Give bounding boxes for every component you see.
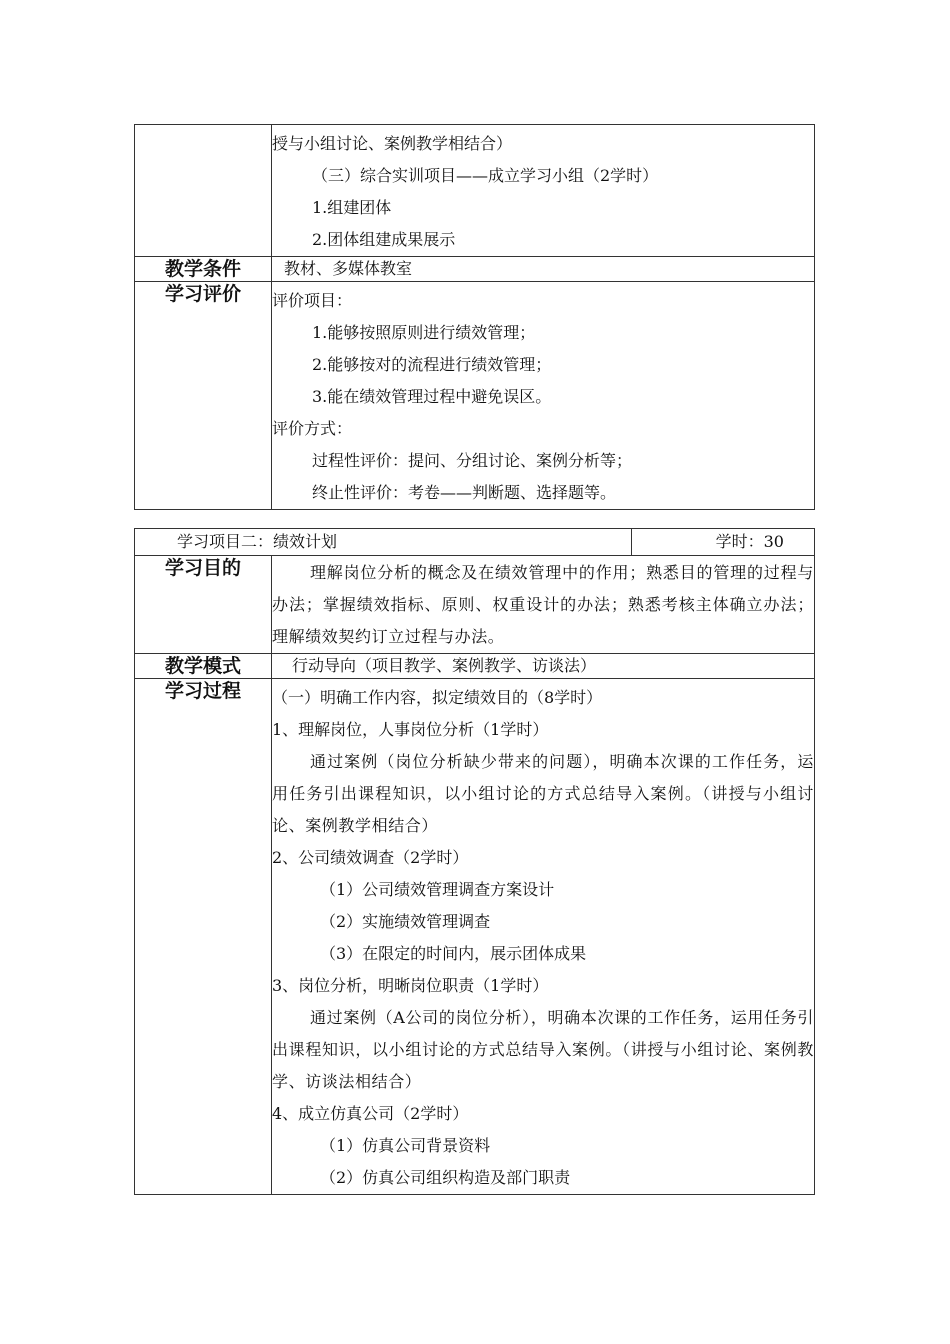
evaluation-methods-title: 评价方式：: [272, 419, 353, 438]
process-section-text: 通过案例（A公司的岗位分析），明确本次课的工作任务，运用任务引出课程知识，以小组讨论的方式总结导入案例。（讲授与小组讨论、案例教学、访谈法相结合）: [272, 1008, 814, 1091]
mode-label: 教学模式: [135, 654, 272, 679]
process-cell: [272, 679, 815, 1195]
process-section-title: 1、理解岗位，人事岗位分析（1学时）: [272, 720, 549, 739]
evaluation-items-title: 评价项目：: [272, 291, 353, 310]
continuation-row: [135, 125, 815, 257]
evaluation-item: 3.能在绩效管理过程中避免误区。: [312, 387, 552, 406]
objective-row: [135, 556, 815, 654]
objective-label: 学习目的: [135, 556, 272, 654]
project-title: 学习项目二：绩效计划: [135, 529, 632, 555]
evaluation-item: 1.能够按照原则进行绩效管理；: [312, 323, 536, 342]
mode-cell: [272, 654, 815, 679]
continuation-line: 2.团体组建成果展示: [312, 230, 456, 249]
objective-text: 理解岗位分析的概念及在绩效管理中的作用；熟悉目的管理的过程与办法；掌握绩效指标、原则、权重设计的办法；熟悉考核主体确立办法；理解绩效契约订立过程与办法。: [272, 563, 814, 646]
empty-label-cell: [135, 125, 272, 257]
conditions-cell: [272, 257, 815, 282]
process-item: （1）仿真公司背景资料: [320, 1136, 491, 1155]
project-header-cell: [135, 529, 815, 556]
evaluation-label: 学习评价: [135, 282, 272, 510]
process-item: （2）实施绩效管理调查: [320, 912, 491, 931]
process-item: （3）在限定的时间内，展示团体成果: [320, 944, 587, 963]
continuation-cell: [272, 125, 815, 257]
process-label: 学习过程: [135, 679, 272, 1195]
process-section-title: 3、岗位分析，明晰岗位职责（1学时）: [272, 976, 549, 995]
continuation-line: 授与小组讨论、案例教学相结合）: [272, 134, 513, 153]
evaluation-cell: [272, 282, 815, 510]
process-heading: （一）明确工作内容，拟定绩效目的（8学时）: [272, 688, 603, 707]
process-item: （1）公司绩效管理调查方案设计: [320, 880, 555, 899]
conditions-label: 教学条件: [135, 257, 272, 282]
evaluation-item: 2.能够按对的流程进行绩效管理；: [312, 355, 552, 374]
course-table-2: [134, 528, 815, 1195]
conditions-row: [135, 257, 815, 282]
project-header-row: [135, 529, 815, 556]
process-section-title: 2、公司绩效调查（2学时）: [272, 848, 469, 867]
evaluation-row: [135, 282, 815, 510]
continuation-line: （三）综合实训项目——成立学习小组（2学时）: [312, 166, 659, 185]
process-item: （2）仿真公司组织构造及部门职责: [320, 1168, 571, 1187]
continuation-line: 1.组建团体: [312, 198, 392, 217]
mode-row: [135, 654, 815, 679]
evaluation-method: 过程性评价：提问、分组讨论、案例分析等；: [312, 451, 633, 470]
mode-value: 行动导向（项目教学、案例教学、访谈法）: [292, 656, 597, 675]
evaluation-method: 终止性评价：考卷——判断题、选择题等。: [312, 483, 617, 502]
process-section-text: 通过案例（岗位分析缺少带来的问题），明确本次课的工作任务，运用任务引出课程知识，以小组讨论的方式总结导入案例。（讲授与小组讨论、案例教学相结合）: [272, 752, 814, 835]
course-table-1: [134, 124, 815, 510]
project-hours: 学时：30: [715, 532, 784, 551]
conditions-value: 教材、多媒体教室: [284, 259, 413, 278]
objective-cell: [272, 556, 815, 654]
process-row: [135, 679, 815, 1195]
process-section-title: 4、成立仿真公司（2学时）: [272, 1104, 469, 1123]
